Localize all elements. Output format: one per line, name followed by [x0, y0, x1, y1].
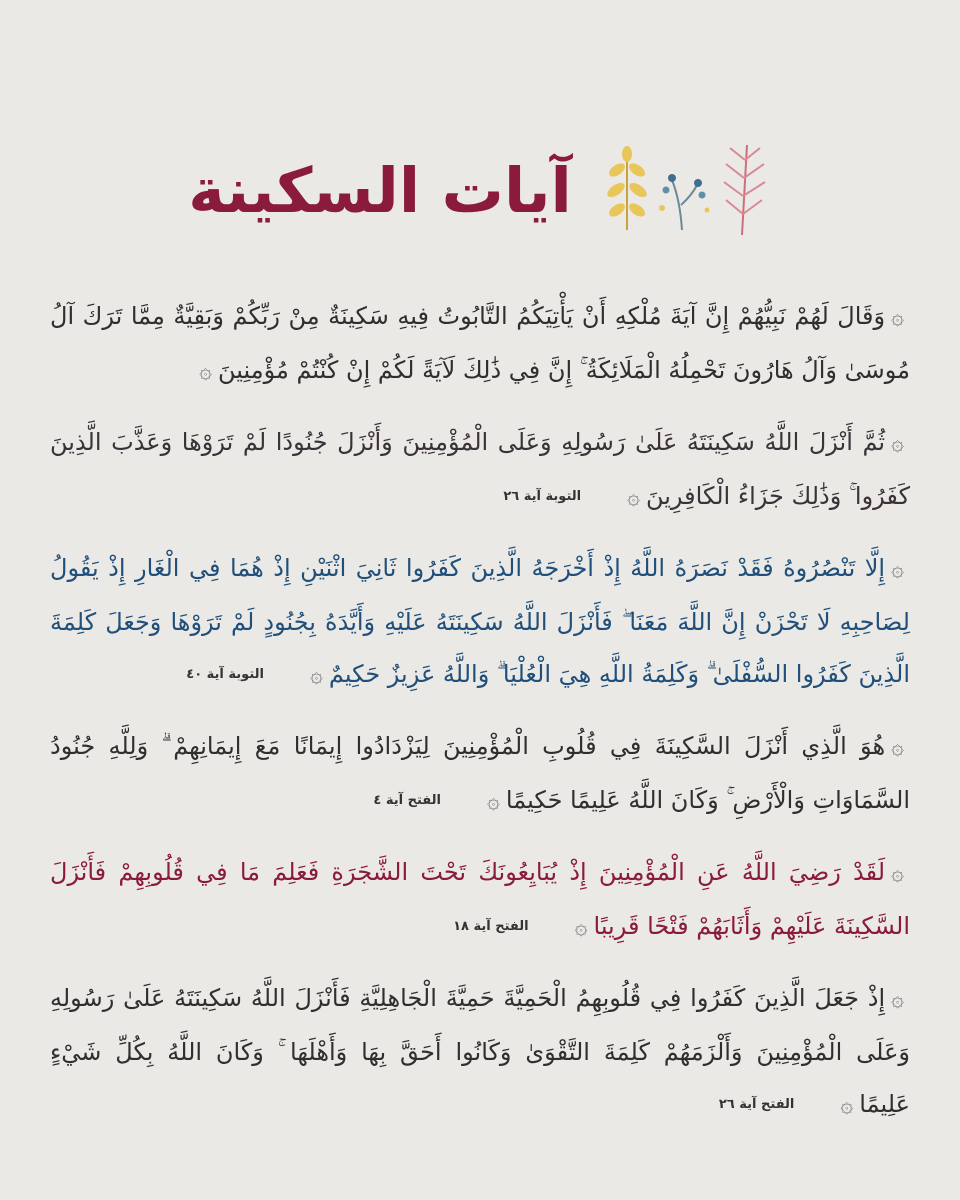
verse-text: وَقَالَ لَهُمْ نَبِيُّهُمْ إِنَّ آيَةَ مُلْكِهِ أَنْ يَأْتِيَكُمُ التَّابُوتُ فِيهِ سَكِينَةٌ مِنْ رَبِّكُمْ وَبَقِيَّةٌ مِمَّا تَرَكَ آلُ مُوسَىٰ وَآلُ هَارُونَ تَحْمِلُهُ الْمَلَائِكَةُ ۚ إِنَّ فِي ذَٰلِكَ لَآيَةً لَكُمْ إِنْ كُنْتُمْ مُؤْمِنِينَ — [50, 302, 910, 384]
page-title: آيات السكينة — [188, 153, 572, 227]
ornament-icon: ۞ — [891, 735, 904, 760]
verse-4 — [50, 720, 910, 828]
verse-text: لَقَدْ رَضِيَ اللَّهُ عَنِ الْمُؤْمِنِينَ إِذْ يُبَايِعُونَكَ تَحْتَ الشَّجَرَةِ فَعَلِمَ مَا فِي قُلُوبِهِمْ فَأَنْزَلَ السَّكِينَةَ عَلَيْهِمْ وَأَثَابَهُمْ فَتْحًا قَرِيبًا — [50, 858, 910, 940]
verse-text: ثُمَّ أَنْزَلَ اللَّهُ سَكِينَتَهُ عَلَىٰ رَسُولِهِ وَعَلَى الْمُؤْمِنِينَ وَأَنْزَلَ جُنُودًا لَمْ تَرَوْهَا وَعَذَّبَ الَّذِينَ كَفَرُوا ۚ وَذَٰلِكَ جَزَاءُ الْكَافِرِينَ — [50, 428, 910, 510]
ornament-icon: ۞ — [891, 557, 904, 582]
ornament-icon: ۞ — [891, 431, 904, 456]
verse-reference: الفتح آية ٢٦ — [718, 1097, 795, 1112]
ornament-icon: ۞ — [487, 789, 500, 814]
verse-text: إِلَّا تَنْصُرُوهُ فَقَدْ نَصَرَهُ اللَّهُ إِذْ أَخْرَجَهُ الَّذِينَ كَفَرُوا ثَانِيَ اثْنَيْنِ إِذْ هُمَا فِي الْغَارِ إِذْ يَقُولُ لِصَاحِبِهِ لَا تَحْزَنْ إِنَّ اللَّهَ مَعَنَا ۖ فَأَنْزَلَ اللَّهُ سَكِينَتَهُ عَلَيْهِ وَأَيَّدَهُ بِجُنُودٍ لَمْ تَرَوْهَا وَجَعَلَ كَلِمَةَ الَّذِينَ كَفَرُوا السُّفْلَىٰ ۗ وَكَلِمَةُ اللَّهِ هِيَ الْعُلْيَا ۗ وَاللَّهُ عَزِيزٌ حَكِيمٌ — [50, 554, 910, 688]
verse-reference: الفتح آية ٤ — [373, 793, 442, 808]
verse-2 — [50, 416, 910, 524]
blue-berry-sprig-icon — [659, 174, 710, 230]
verse-text: هُوَ الَّذِي أَنْزَلَ السَّكِينَةَ فِي قُلُوبِ الْمُؤْمِنِينَ لِيَزْدَادُوا إِيمَانًا مَعَ إِيمَانِهِمْ ۗ وَلِلَّهِ جُنُودُ السَّمَاوَاتِ وَالْأَرْضِ ۚ وَكَانَ اللَّهُ عَلِيمًا حَكِيمًا — [50, 732, 910, 814]
floral-decoration-icon — [602, 140, 772, 240]
pink-fern-branch-icon — [724, 145, 765, 235]
ornament-icon: ۞ — [840, 1093, 854, 1118]
verse-5 — [50, 846, 910, 954]
ornament-icon: ۞ — [891, 305, 904, 330]
verse-reference: التوبة آية ٢٦ — [503, 489, 582, 504]
verses-list — [50, 290, 910, 1150]
verse-text: إِذْ جَعَلَ الَّذِينَ كَفَرُوا فِي قُلُوبِهِمُ الْحَمِيَّةَ حَمِيَّةَ الْجَاهِلِيَّةِ فَأَنْزَلَ اللَّهُ سَكِينَتَهُ عَلَىٰ رَسُولِهِ وَعَلَى الْمُؤْمِنِينَ وَأَلْزَمَهُمْ كَلِمَةَ التَّقْوَىٰ وَكَانُوا أَحَقَّ بِهَا وَأَهْلَهَا ۚ وَكَانَ اللَّهُ بِكُلِّ شَيْءٍ عَلِيمًا — [50, 984, 910, 1118]
ornament-icon: ۞ — [891, 861, 904, 886]
yellow-leaf-branch-icon — [605, 146, 649, 230]
ornament-icon: ۞ — [574, 915, 588, 940]
verse-1 — [50, 290, 910, 398]
ornament-icon: ۞ — [627, 485, 640, 510]
verse-reference: الفتح آية ١٨ — [453, 919, 529, 934]
title-row — [0, 135, 960, 245]
ornament-icon: ۞ — [309, 663, 323, 688]
ornament-icon: ۞ — [891, 987, 904, 1012]
verse-reference: التوبة آية ٤٠ — [186, 667, 264, 682]
verse-3 — [50, 542, 910, 702]
ornament-icon: ۞ — [199, 359, 212, 384]
verse-6 — [50, 972, 910, 1132]
